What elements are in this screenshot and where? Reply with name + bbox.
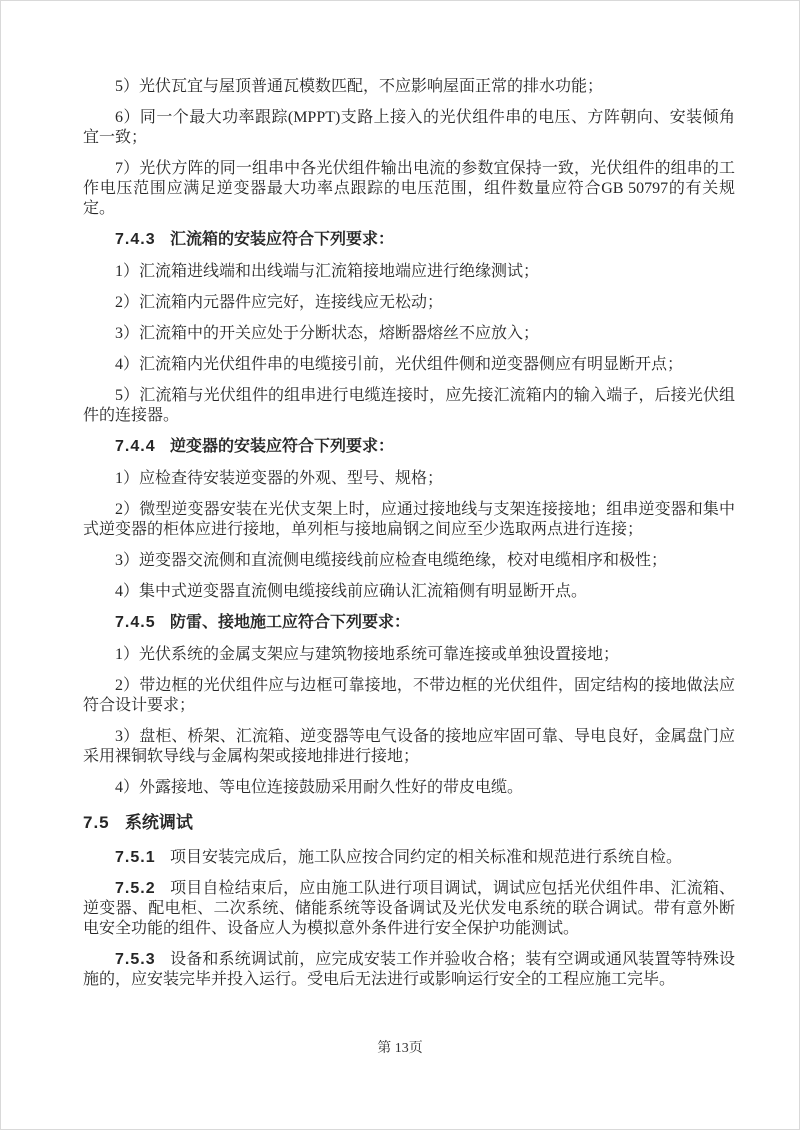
clause-heading-7-4-3 bbox=[83, 230, 735, 250]
list-item: 3）逆变器交流侧和直流侧电缆接线前应检查电缆绝缘，校对电缆相序和极性； bbox=[115, 552, 668, 569]
clause-number: 7.5.1 bbox=[115, 849, 156, 866]
clause-number: 7.4.4 bbox=[115, 438, 156, 455]
clause-title: 防雷、接地施工应符合下列要求： bbox=[169, 614, 410, 631]
list-item: 4）集中式逆变器直流侧电缆接线前应确认汇流箱侧有明显断开点。 bbox=[115, 583, 588, 600]
clause-paragraph-7-5-2 bbox=[83, 879, 735, 939]
clause-number: 7.5.2 bbox=[115, 880, 156, 897]
clause-paragraph-7-5-3 bbox=[83, 950, 735, 990]
clause-number: 7.4.5 bbox=[115, 614, 156, 631]
list-item: 6）同一个最大功率跟踪(MPPT)支路上接入的光伏组件串的电压、方阵朝向、安装倾角宜一致； bbox=[83, 109, 735, 146]
section-number: 7.5 bbox=[83, 813, 110, 832]
list-item: 5）汇流箱与光伏组件的组串进行电缆连接时，应先接汇流箱内的输入端子，后接光伏组件的连接器。 bbox=[83, 387, 735, 424]
clause-heading-7-4-4 bbox=[83, 437, 735, 457]
list-item: 1）汇流箱进线端和出线端与汇流箱接地端应进行绝缘测试； bbox=[115, 263, 540, 280]
clause-text: 项目安装完成后，施工队应按合同约定的相关标准和规范进行系统自检。 bbox=[169, 849, 682, 866]
list-item: 2）带边框的光伏组件应与边框可靠接地，不带边框的光伏组件，固定结构的接地做法应符合设计要求； bbox=[83, 677, 735, 714]
document-body bbox=[83, 77, 735, 1001]
list-item: 4）外露接地、等电位连接鼓励采用耐久性好的带皮电缆。 bbox=[115, 779, 524, 796]
list-item: 1）应检查待安装逆变器的外观、型号、规格； bbox=[115, 470, 444, 487]
list-item: 7）光伏方阵的同一组串中各光伏组件输出电流的参数宜保持一致，光伏组件的组串的工作电压范围应满足逆变器最大功率点跟踪的电压范围，组件数量应符合GB 50797的有关规定。 bbox=[83, 160, 735, 217]
clause-number: 7.4.3 bbox=[115, 231, 156, 248]
list-item: 2）微型逆变器安装在光伏支架上时，应通过接地线与支架连接接地；组串逆变器和集中式逆变器的柜体应进行接地，单列柜与接地扁钢之间应至少选取两点进行连接； bbox=[83, 501, 735, 538]
clause-paragraph-7-5-1 bbox=[83, 848, 735, 868]
clause-heading-7-4-5 bbox=[83, 613, 735, 633]
list-item: 5）光伏瓦宜与屋顶普通瓦模数匹配，不应影响屋面正常的排水功能； bbox=[115, 78, 604, 95]
clause-title: 逆变器的安装应符合下列要求： bbox=[169, 438, 394, 455]
clause-text: 项目自检结束后，应由施工队进行项目调试，调试应包括光伏组件串、汇流箱、逆变器、配电柜、二次系统、储能系统等设备调试及光伏发电系统的联合调试。带有意外断电安全功能的组件、设备应人为模拟意外条件进行安全保护功能测试。 bbox=[83, 880, 735, 937]
clause-text: 设备和系统调试前，应完成安装工作并验收合格；装有空调或通风装置等特殊设施的，应安装完毕并投入运行。受电后无法进行或影响运行安全的工程应施工完毕。 bbox=[83, 951, 735, 988]
clause-number: 7.5.3 bbox=[115, 951, 156, 968]
list-item: 3）盘柜、桥架、汇流箱、逆变器等电气设备的接地应牢固可靠、导电良好，金属盘门应采用裸铜软导线与金属构架或接地排进行接地； bbox=[83, 728, 735, 765]
page-footer bbox=[1, 1037, 799, 1057]
list-item: 2）汇流箱内元器件应完好，连接线应无松动； bbox=[115, 294, 444, 311]
section-title: 系统调试 bbox=[124, 813, 193, 832]
list-item: 1）光伏系统的金属支架应与建筑物接地系统可靠连接或单独设置接地； bbox=[115, 646, 620, 663]
list-item: 3）汇流箱中的开关应处于分断状态，熔断器熔丝不应放入； bbox=[115, 325, 540, 342]
list-item: 4）汇流箱内光伏组件串的电缆接引前，光伏组件侧和逆变器侧应有明显断开点； bbox=[115, 356, 684, 373]
section-heading-7-5 bbox=[83, 812, 735, 834]
clause-title: 汇流箱的安装应符合下列要求： bbox=[169, 231, 394, 248]
page-number: 第 13页 bbox=[377, 1041, 423, 1056]
